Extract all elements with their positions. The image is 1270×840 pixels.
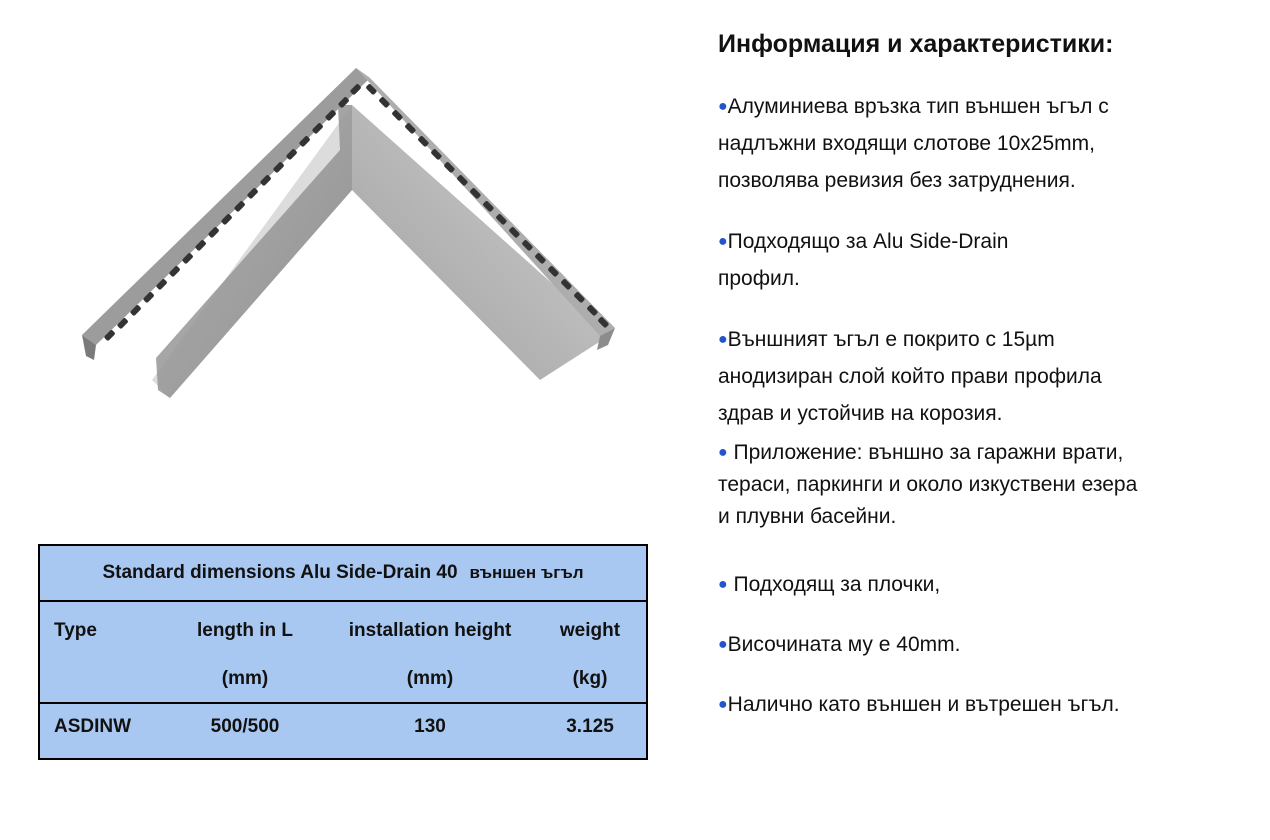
info-paragraph <box>718 626 1248 663</box>
spec-table-title <box>40 546 646 602</box>
info-line: Височината му е 40mm. <box>727 633 961 656</box>
header-installation-height-unit: (mm) <box>406 668 454 689</box>
spec-table <box>38 544 648 760</box>
info-paragraph <box>718 321 1248 432</box>
spec-title-main: Standard dimensions Alu Side-Drain 40 <box>102 562 458 583</box>
bullet-icon: ● <box>718 98 728 115</box>
info-line: профил. <box>718 267 800 290</box>
info-line: Външният ъгъл е покрито с 15µm <box>727 328 1055 351</box>
spec-table-header <box>40 602 646 704</box>
product-image <box>70 60 630 410</box>
info-line: здрав и устойчив на корозия. <box>718 402 1003 425</box>
info-line: Подходящо за Alu Side-Drain <box>727 230 1009 253</box>
bullet-icon: ● <box>718 696 728 713</box>
bullet-icon: ● <box>718 576 728 593</box>
bullet-icon: ● <box>718 636 728 653</box>
header-length: length in L <box>196 620 294 641</box>
info-paragraph <box>718 88 1248 199</box>
bullet-icon: ● <box>718 331 728 348</box>
bullet-icon: ● <box>718 444 728 461</box>
info-line: позволява ревизия без затруднения. <box>718 169 1076 192</box>
spec-title-suffix: външен ъгъл <box>469 563 584 582</box>
info-line: Приложение: външно за гаражни врати, <box>733 441 1124 464</box>
info-line: анодизиран слой който прави профила <box>718 365 1102 388</box>
header-weight: weight <box>559 620 621 641</box>
cell-installation-height: 130 <box>414 716 446 737</box>
info-paragraph <box>718 223 1248 297</box>
info-line: надлъжни входящи слотове 10x25mm, <box>718 132 1095 155</box>
info-line: Налично като външен и вътрешен ъгъл. <box>727 693 1120 716</box>
info-paragraph <box>718 686 1248 723</box>
info-line: тераси, паркинги и около изкуствени езера <box>718 473 1138 496</box>
bullet-icon: ● <box>718 233 728 250</box>
info-line: и плувни басейни. <box>718 505 897 528</box>
info-line: Алуминиева връзка тип външен ъгъл с <box>727 95 1109 118</box>
cell-weight: 3.125 <box>566 716 614 737</box>
header-weight-unit: (kg) <box>572 668 608 689</box>
cell-type: ASDINW <box>54 716 132 737</box>
info-paragraph <box>718 437 1248 533</box>
header-length-unit: (mm) <box>221 668 269 689</box>
info-line: Подходящ за плочки, <box>733 573 941 596</box>
header-installation-height: installation height <box>348 620 512 641</box>
header-type: Type <box>54 620 97 641</box>
table-row <box>40 704 646 760</box>
info-title: Информация и характеристики: <box>718 30 1114 58</box>
cell-length: 500/500 <box>210 716 280 737</box>
info-paragraph <box>718 566 1248 603</box>
